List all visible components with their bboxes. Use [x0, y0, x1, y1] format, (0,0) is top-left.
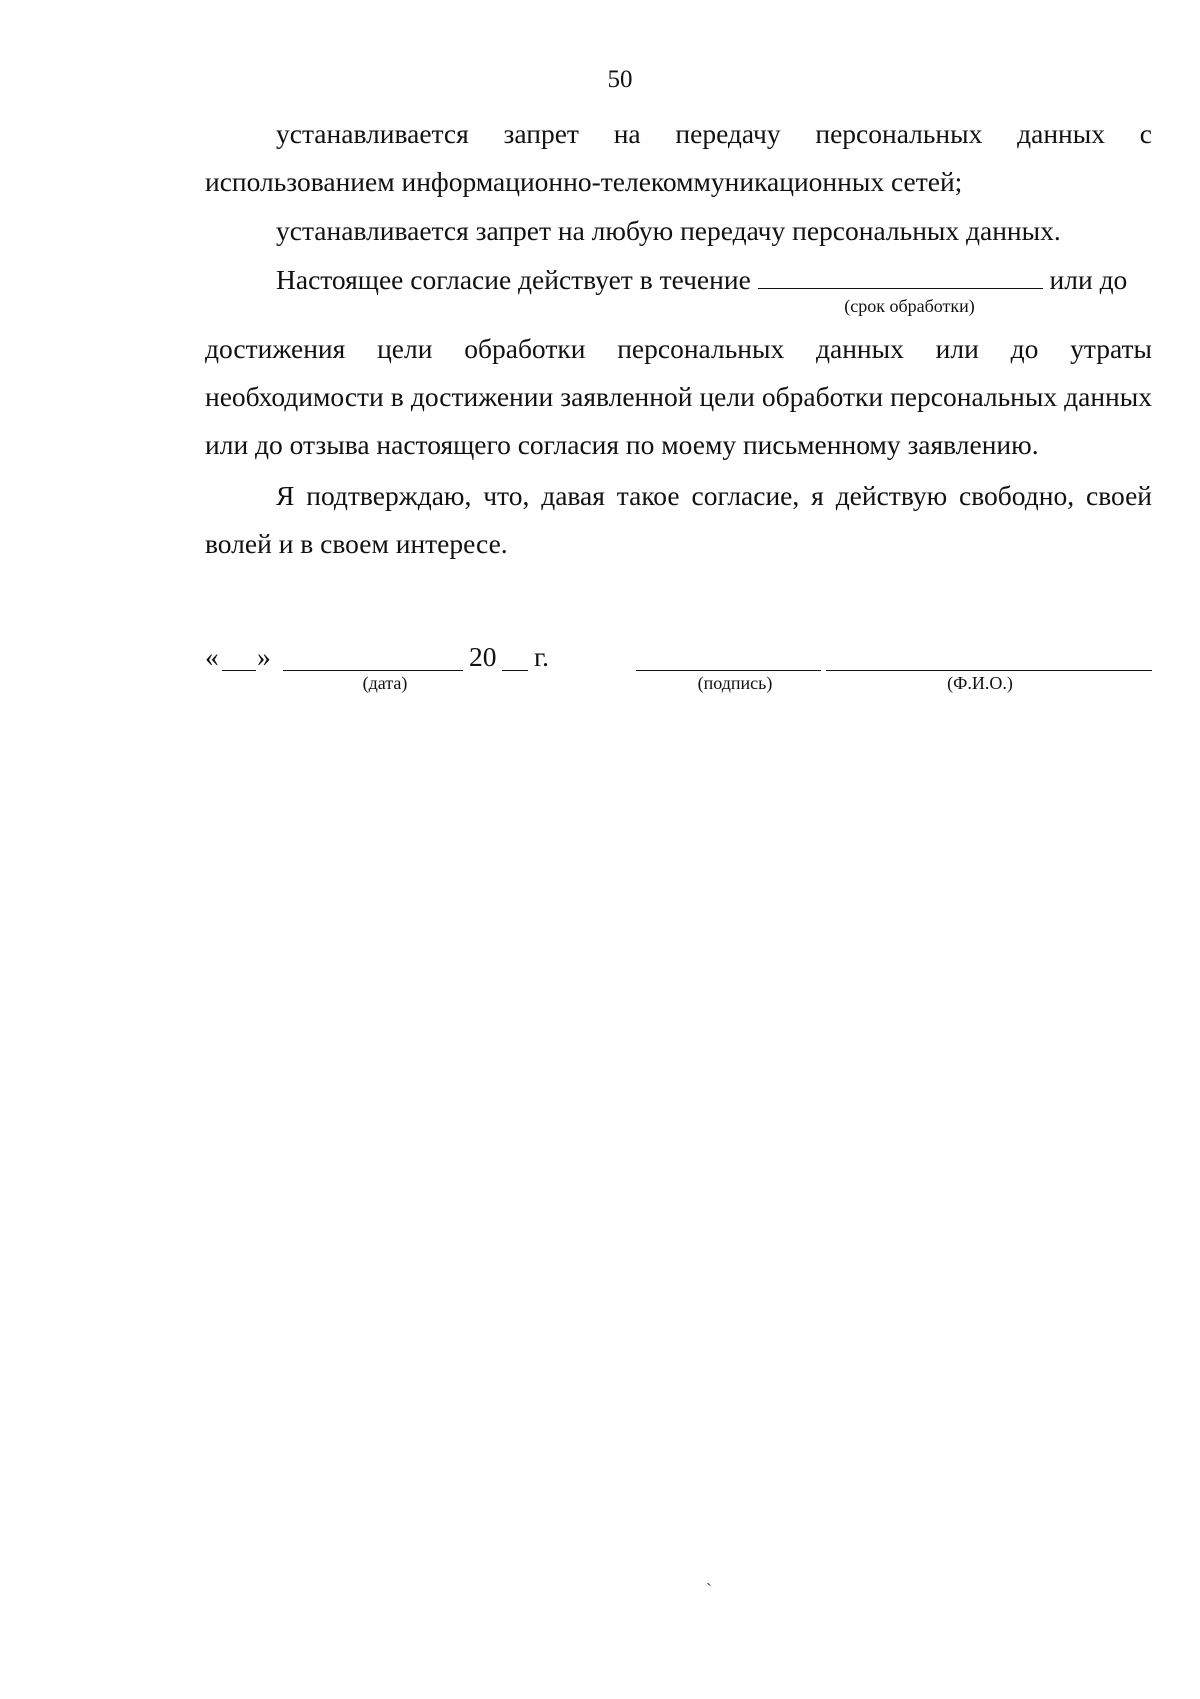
year-suffix: г. [534, 641, 550, 672]
full-name-field[interactable] [826, 670, 1152, 671]
paragraph-transfer-ban-networks: устанавливается запрет на передачу персональных данных с использованием информационно-телекоммуникационных сетей; [205, 118, 1152, 197]
paragraph-transfer-ban-any: устанавливается запрет на любую передачу персональных данных. [276, 215, 1061, 246]
date-close-quote: » [257, 641, 271, 672]
consent-duration-suffix: или до [1049, 264, 1128, 295]
year-prefix: 20 [469, 641, 497, 672]
year-field[interactable] [502, 670, 528, 671]
date-close-quote-wrap [257, 640, 271, 674]
signature-field[interactable] [636, 670, 821, 671]
page-number: 50 [607, 66, 633, 93]
signature-caption: (подпись) [697, 673, 773, 693]
date-caption: (дата) [362, 673, 408, 693]
paragraph-free-will-confirmation: Я подтверждаю, что, давая такое согласие, я действую свободно, своей волей и в своем интересе. [205, 480, 1152, 559]
year-suffix-wrap [534, 640, 549, 674]
date-open-quote: « [205, 641, 219, 672]
paragraph-consent-conditions: достижения цели обработки персональных данных или до утраты необходимости в достижении заявленной цели обработки персональных данных или до отзыва настоящего согласия по моему письменному заявлению. [205, 333, 1152, 460]
year-prefix-wrap [469, 640, 497, 674]
stray-mark: ` [706, 1580, 712, 1600]
processing-term-field[interactable] [758, 266, 1043, 289]
month-field[interactable] [283, 670, 463, 671]
day-field[interactable] [222, 670, 256, 671]
full-name-caption: (Ф.И.О.) [947, 673, 1013, 693]
consent-duration-text: Настоящее согласие действует в течение [276, 264, 751, 295]
processing-term-caption: (срок обработки) [844, 296, 975, 316]
signature-row [205, 640, 219, 674]
